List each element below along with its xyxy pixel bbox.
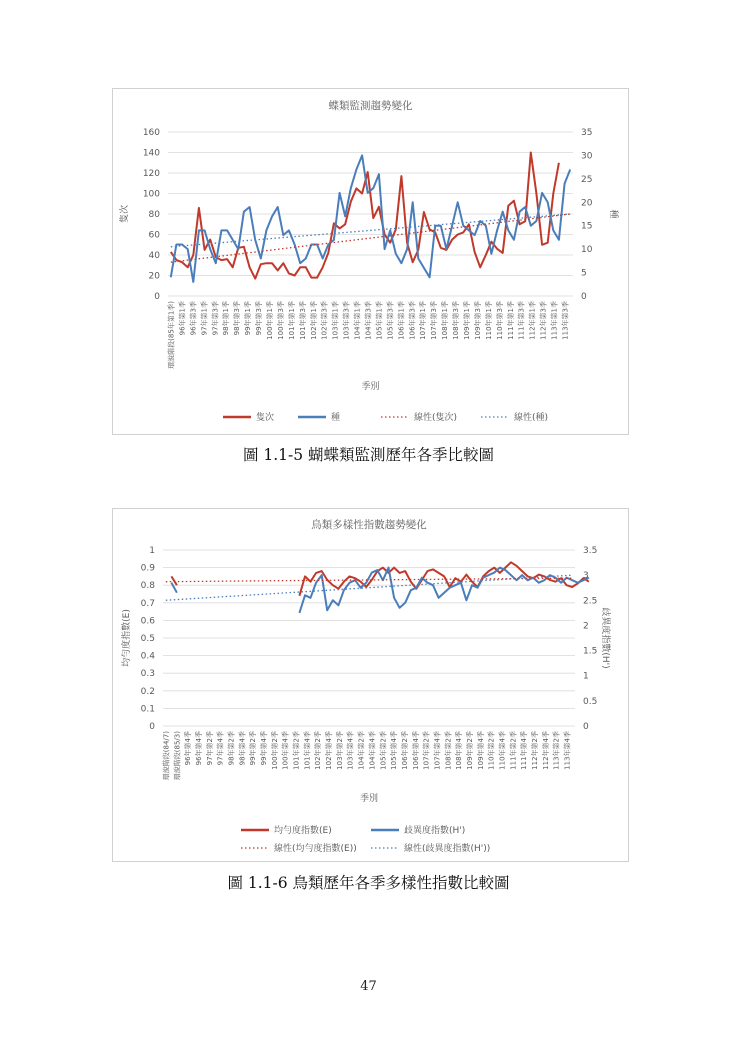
bird-chart-xtick: 102年第4季 bbox=[325, 731, 334, 770]
butterfly-chart-ytick-right: 25 bbox=[581, 174, 593, 185]
bird-chart-xtick: 110年第4季 bbox=[498, 731, 507, 770]
butterfly-chart-xtick: 106年第1季 bbox=[397, 301, 406, 340]
bird-chart-ytick-left: 0.7 bbox=[140, 598, 155, 609]
page-number: 47 bbox=[360, 979, 377, 994]
butterfly-chart-xtick: 113年第3季 bbox=[561, 301, 570, 340]
bird-chart-xlabel: 季別 bbox=[359, 794, 379, 804]
bird-chart-xtick: 108年第4季 bbox=[455, 731, 464, 770]
bird-chart-xtick: 107年第4季 bbox=[433, 731, 442, 770]
bird-chart-ytick-left: 0.2 bbox=[140, 686, 155, 697]
butterfly-chart-legend-label: 線性(隻次) bbox=[414, 413, 458, 423]
bird-chart-xtick: 113年第4季 bbox=[563, 731, 572, 770]
butterfly-chart-legend-label: 線性(種) bbox=[514, 413, 549, 423]
bird-chart-xtick: 101年第4季 bbox=[303, 731, 312, 770]
butterfly-chart-ytick-left: 140 bbox=[142, 148, 160, 159]
butterfly-chart-ytick-left: 120 bbox=[142, 169, 160, 179]
bird-chart-xtick: 108年第2季 bbox=[444, 731, 453, 770]
bird-chart-ytick-left: 0.3 bbox=[140, 669, 155, 680]
bird-chart-xtick: 109年第2季 bbox=[466, 731, 474, 770]
bird-chart-ytick-left: 0.4 bbox=[140, 651, 155, 662]
butterfly-chart-xtick: 103年第1季 bbox=[331, 301, 340, 340]
butterfly-chart-xtick: 103年第3季 bbox=[342, 301, 351, 340]
butterfly-chart-ylabel-right: 種 bbox=[608, 209, 618, 219]
butterfly-chart-xtick: 112年第3季 bbox=[539, 301, 548, 340]
bird-chart-ytick-right: 0 bbox=[583, 722, 589, 732]
bird-chart-xtick: 105年第4季 bbox=[390, 731, 399, 770]
bird-chart-xtick: 106年第4季 bbox=[411, 731, 420, 770]
butterfly-chart-xtick: 107年第1季 bbox=[419, 301, 428, 340]
bird-chart-xtick: 111年第4季 bbox=[520, 731, 529, 770]
bird-chart-xtick: 99年第2季 bbox=[249, 731, 258, 766]
butterfly-chart-ytick-left: 20 bbox=[148, 271, 160, 282]
butterfly-chart-trendline-3 bbox=[171, 214, 570, 247]
bird-chart-xtick: 106年第2季 bbox=[400, 731, 409, 770]
bird-chart-xtick: 101年第2季 bbox=[292, 731, 301, 770]
bird-chart-ytick-left: 0.6 bbox=[140, 616, 155, 627]
bird-chart-xtick: 102年第2季 bbox=[314, 731, 323, 770]
bird-chart-ytick-right: 0.5 bbox=[583, 696, 598, 707]
butterfly-chart-xtick: 96年第1季 bbox=[178, 301, 187, 336]
butterfly-chart-xtick: 97年第3季 bbox=[211, 301, 220, 336]
butterfly-chart-ytick-right: 35 bbox=[581, 128, 593, 138]
bird-chart-xtick: 103年第4季 bbox=[346, 731, 355, 770]
butterfly-chart-xtick: 107年第3季 bbox=[430, 301, 439, 340]
bird-chart-xtick: 環說階段(84/7) bbox=[162, 731, 171, 781]
bird-chart-xtick: 97年第4季 bbox=[216, 731, 225, 766]
bird-chart-ytick-right: 2.5 bbox=[583, 596, 598, 607]
bird-chart-ytick-left: 0 bbox=[149, 722, 155, 732]
butterfly-chart-ytick-left: 40 bbox=[148, 251, 160, 261]
butterfly-chart-xtick: 100年第1季 bbox=[265, 301, 274, 340]
bird-chart-xtick: 100年第2季 bbox=[270, 731, 279, 770]
bird-chart-xtick: 96年第4季 bbox=[184, 731, 193, 766]
butterfly-chart-xtick: 105年第1季 bbox=[375, 301, 384, 340]
butterfly-chart-xtick: 113年第1季 bbox=[550, 301, 559, 340]
bird-chart-legend-label: 線性(均勻度指數(E)) bbox=[274, 844, 357, 854]
bird-chart-ytick-left: 1 bbox=[149, 546, 155, 556]
butterfly-chart-ytick-right: 15 bbox=[581, 221, 593, 232]
bird-chart-ytick-right: 3.5 bbox=[583, 546, 598, 556]
bird-chart-xtick: 105年第2季 bbox=[379, 731, 388, 770]
bird-chart-ylabel-right: 歧異度指數(H') bbox=[600, 607, 610, 669]
bird-chart-xtick: 103年第2季 bbox=[335, 731, 344, 770]
bird-chart-ytick-left: 0.5 bbox=[140, 634, 155, 644]
butterfly-chart-xtick: 104年第3季 bbox=[364, 301, 373, 340]
bird-chart bbox=[112, 508, 629, 862]
bird-chart-xtick: 111年第2季 bbox=[509, 731, 518, 770]
butterfly-chart-xtick: 102年第3季 bbox=[320, 301, 329, 340]
butterfly-chart bbox=[112, 88, 629, 435]
butterfly-chart-xtick: 環說階段(85年第1季) bbox=[167, 301, 176, 369]
bird-chart-ylabel-left: 均勻度指數(E) bbox=[122, 609, 132, 667]
bird-chart-ytick-right: 3 bbox=[583, 571, 589, 582]
butterfly-chart-xtick: 106年第3季 bbox=[408, 301, 417, 340]
butterfly-chart-xtick: 101年第3季 bbox=[298, 301, 307, 340]
butterfly-chart-xtick: 110年第1季 bbox=[484, 301, 493, 340]
bird-chart-legend-label: 均勻度指數(E) bbox=[274, 826, 332, 836]
butterfly-chart-xtick: 101年第1季 bbox=[287, 301, 296, 340]
butterfly-chart-xtick: 108年第3季 bbox=[452, 301, 461, 340]
bird-chart-xtick: 113年第2季 bbox=[552, 731, 561, 770]
bird-chart-ytick-left: 0.1 bbox=[140, 704, 155, 715]
butterfly-chart-xtick: 104年第1季 bbox=[353, 301, 362, 340]
bird-chart-xtick: 96年第4季 bbox=[194, 731, 203, 766]
bird-chart-ytick-left: 0.9 bbox=[140, 563, 155, 574]
butterfly-chart-xtick: 98年第3季 bbox=[233, 301, 242, 336]
butterfly-chart-title: 蝶類監測趨勢變化 bbox=[328, 100, 413, 112]
butterfly-chart-ytick-right: 5 bbox=[581, 268, 587, 279]
butterfly-chart-xtick: 109年第3季 bbox=[473, 301, 482, 340]
bird-chart-xtick: 99年第4季 bbox=[260, 731, 268, 766]
butterfly-chart-xtick: 99年第3季 bbox=[255, 301, 264, 336]
bird-chart-series-line-1 bbox=[299, 568, 589, 613]
butterfly-chart-xtick: 111年第3季 bbox=[517, 301, 526, 340]
butterfly-chart-ytick-left: 160 bbox=[142, 128, 160, 138]
butterfly-chart-ytick-left: 100 bbox=[142, 189, 160, 200]
butterfly-chart-xtick: 105年第3季 bbox=[386, 301, 395, 340]
butterfly-chart-xtick: 112年第1季 bbox=[528, 301, 537, 340]
butterfly-chart-xtick: 111年第1季 bbox=[506, 301, 515, 340]
butterfly-chart-xtick: 109年第1季 bbox=[463, 301, 472, 340]
butterfly-chart-ytick-right: 0 bbox=[581, 292, 587, 302]
butterfly-chart-ytick-right: 30 bbox=[581, 151, 593, 162]
bird-chart-xtick: 110年第2季 bbox=[487, 731, 496, 770]
butterfly-chart-ylabel-left: 隻次 bbox=[120, 204, 130, 224]
bird-chart-xtick: 112年第2季 bbox=[531, 731, 540, 770]
butterfly-chart-svg bbox=[113, 89, 628, 434]
bird-chart-xtick: 104年第2季 bbox=[357, 731, 366, 770]
bird-chart-title: 鳥類多樣性指數趨勢變化 bbox=[311, 519, 427, 531]
bird-chart-xtick: 98年第2季 bbox=[227, 731, 236, 766]
bird-chart-ytick-left: 0.8 bbox=[140, 581, 155, 592]
bird-chart-xtick: 109年第4季 bbox=[476, 731, 485, 770]
bird-chart-ytick-right: 2 bbox=[583, 621, 589, 632]
butterfly-chart-ytick-right: 10 bbox=[581, 245, 593, 256]
butterfly-chart-xlabel: 季別 bbox=[361, 382, 380, 392]
butterfly-chart-caption: 圖 1.1-5 蝴蝶類監測歷年各季比較圖 bbox=[242, 446, 495, 464]
butterfly-chart-legend-label: 隻次 bbox=[256, 413, 275, 423]
bird-chart-xtick: 97年第2季 bbox=[205, 731, 214, 766]
butterfly-chart-xtick: 110年第3季 bbox=[495, 301, 504, 340]
butterfly-chart-xtick: 97年第1季 bbox=[200, 301, 209, 336]
butterfly-chart-xtick: 98年第1季 bbox=[222, 301, 231, 336]
bird-chart-legend-label: 線性(歧異度指數(H')) bbox=[404, 844, 491, 854]
bird-chart-ytick-right: 1.5 bbox=[583, 646, 598, 657]
bird-chart-xtick: 100年第4季 bbox=[281, 731, 290, 770]
butterfly-chart-xtick: 100年第3季 bbox=[276, 301, 285, 340]
butterfly-chart-xtick: 99年第1季 bbox=[244, 301, 253, 336]
bird-chart-legend-label: 歧異度指數(H') bbox=[404, 826, 466, 836]
butterfly-chart-ytick-left: 80 bbox=[148, 210, 160, 220]
butterfly-chart-xtick: 108年第1季 bbox=[441, 301, 450, 340]
bird-chart-xtick: 112年第4季 bbox=[541, 731, 550, 770]
butterfly-chart-xtick: 96年第3季 bbox=[189, 301, 198, 336]
butterfly-chart-ytick-right: 20 bbox=[581, 198, 593, 209]
butterfly-chart-legend-label: 種 bbox=[331, 413, 341, 423]
bird-chart-svg bbox=[113, 509, 628, 861]
bird-chart-xtick: 107年第2季 bbox=[422, 731, 431, 770]
bird-chart-xtick: 104年第4季 bbox=[368, 731, 377, 770]
bird-chart-xtick: 98年第4季 bbox=[238, 731, 247, 766]
bird-chart-ytick-right: 1 bbox=[583, 671, 589, 682]
butterfly-chart-ytick-left: 60 bbox=[148, 230, 160, 241]
bird-chart-xtick: 環說階段(85/3) bbox=[173, 731, 182, 781]
bird-chart-caption: 圖 1.1-6 鳥類歷年各季多樣性指數比較圖 bbox=[227, 874, 510, 892]
butterfly-chart-ytick-left: 0 bbox=[154, 292, 160, 302]
butterfly-chart-xtick: 102年第1季 bbox=[309, 301, 318, 340]
